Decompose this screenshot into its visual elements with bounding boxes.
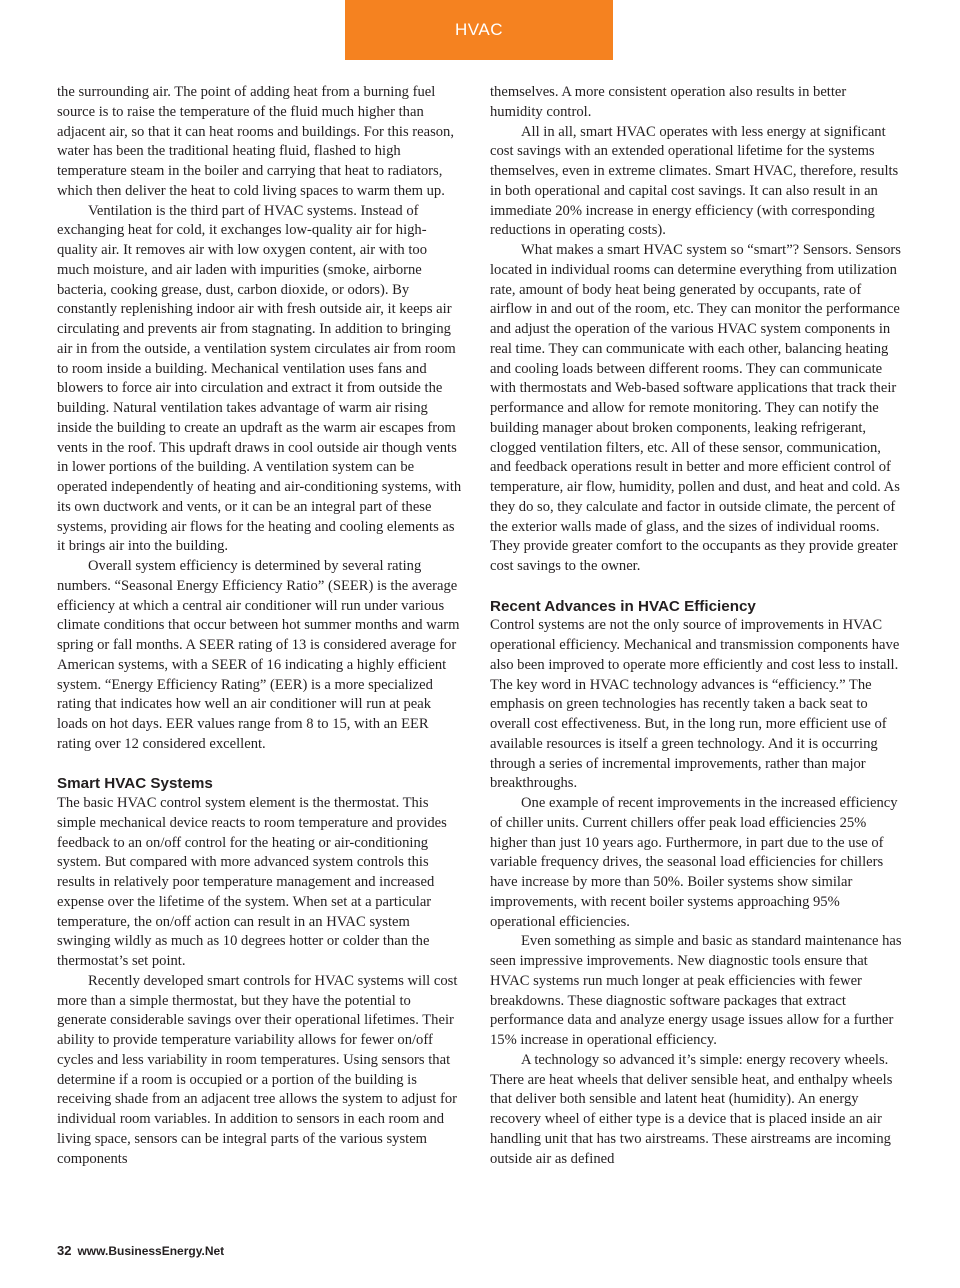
body-paragraph: Even something as simple and basic as standard maintenance has seen impressive improvements. New diagnostic tools ensure that HVAC systems run much longer at peak efficiencies with fewer breakdowns. These diagnostic software packages that extract performance data and analyze energy usage issues allow for a further 15% increase in operational efficiency.: [490, 933, 902, 1048]
right-column: [490, 83, 902, 1169]
body-paragraph: Recently developed smart controls for HVAC systems will cost more than a simple thermostat, but they have the potential to generate considerable savings over their operational lifetimes. Their ability to provide temperature variability allows for fewer on/off cycles and less variability in room temperatures. Using sensors that determine if a room is occupied or a portion of the building is receiving shade from an adjacent tree allows the system to adjust for individual room variables. In addition to sensors in each room and living space, sensors can be integral parts of the various system components: [57, 972, 458, 1167]
page-number: 32: [57, 1243, 72, 1258]
body-paragraph: the surrounding air. The point of adding heat from a burning fuel source is to raise the temperature of the fluid much higher than adjacent air, so that it can heat rooms and buildings. For this reason, water has been the traditional heating fluid, flashed to high temperature steam in the boiler and carrying that heat to radiators, which then deliver the heat to cold living spaces to warm them up.: [57, 84, 455, 199]
body-paragraph: Overall system efficiency is determined by several rating numbers. “Seasonal Energy Efficiency Ratio” (SEER) is the average efficiency at which a central air conditioner will run under various climate conditions that occur between hot summer months and warm spring or fall months. A SEER rating of 13 is considered average for American systems, with a SEER of 16 indicating a highly efficient system. “Energy Efficiency Rating” (EER) is a more specialized rating that indicates how well an air conditioner will run at peak loads on hot days. EER values range from 8 to 15, with an EER rating over 12 considered excellent.: [57, 558, 460, 752]
body-paragraph: What makes a smart HVAC system so “smart”? Sensors. Sensors located in individual rooms can determine everything from utilization rate, amount of body heat being generated by occupants, rate of airflow in and out of the room, etc. They can monitor the performance and adjust the operation of the various HVAC system components in real time. They can communicate with each other, balancing heating and cooling loads between different rooms. They can communicate with thermostats and Web-based software applications that track their performance and allow for remote monitoring. They can notify the building manager about broken components, leaking refrigerant, clogged ventilation filters, etc. All of these sensor, communication, and feedback operations result in better and more efficient control of temperature, air flow, humidity, pollen and dust, and heat and cold. As they do so, they calculate and factor in outside climate, the percent of the exterior walls made of glass, and the sizes of individual rooms. They provide greater comfort to the occupants as they provide greater cost savings to the owner.: [490, 242, 901, 574]
footer-site-url: www.BusinessEnergy.Net: [77, 1244, 225, 1258]
page-footer: [57, 1243, 224, 1258]
spacer: [490, 577, 902, 597]
section-tab: HVAC: [345, 0, 613, 60]
body-paragraph: themselves. A more consistent operation also results in better humidity control.: [490, 84, 847, 120]
section-heading: Recent Advances in HVAC Efficiency: [490, 597, 756, 615]
section-heading: Smart HVAC Systems: [57, 775, 213, 793]
body-paragraph: One example of recent improvements in the increased efficiency of chiller units. Current chillers offer peak load efficiencies 25% higher than just 10 years ago. Furthermore, in part due to the use of variable frequency drives, the seasonal load efficiencies for chillers have increase by more than 50%. Boiler systems show similar improvements, with recent boiler systems approaching 95% operational efficiencies.: [490, 795, 898, 930]
body-paragraph: The basic HVAC control system element is the thermostat. This simple mechanical device reacts to room temperature and provides feedback to an on/off control for the heating or air-conditioning system. But compared with more advanced system controls this results in relatively poor temperature management and increased expense over the lifetime of the system. When set at a particular temperature, the on/off action can result in an HVAC system swinging wildly as much as 10 degrees hotter or colder than the thermostat’s set point.: [57, 795, 447, 969]
body-paragraph: Ventilation is the third part of HVAC systems. Instead of exchanging heat for cold, it exchanges low-quality air for high-quality air. It removes air with low oxygen content, air with too much moisture, and air laden with impurities (smoke, airborne bacteria, cooking grease, dust, carbon dioxide, or odors). By constantly replenishing indoor air with fresh outside air, it keeps air circulating and prevents air from stagnating. In addition to bringing air in from the outside, a ventilation system circulates air from room to room inside a building. Mechanical ventilation uses fans and blowers to force air into circulation and extract it from outside the building. Natural ventilation takes advantage of warm air rising inside the building to create an updraft as the warm air escapes from vents in the roof. This updraft draws in cool outside air though vents in lower portions of the building. A ventilation system can be operated independently of heating and air-conditioning systems, with its own ductwork and vents, or it can be an integral part of these systems, providing air flows for the heating and cooling elements as it brings air into the building.: [57, 202, 462, 555]
left-column: [57, 83, 463, 1169]
body-paragraph: Control systems are not the only source of improvements in HVAC operational efficiency. Mechanical and transmission components have also been improved to operate more efficiently and cost less to install. The key word in HVAC technology advances is “efficiency.” The emphasis on green technologies has recently taken a back seat to overall cost effectiveness. But, in the long run, more efficient use of available resources is itself a green technology. And it is occurring through a series of incremental improvements, rather than major breakthroughs.: [490, 617, 900, 792]
spacer: [57, 755, 463, 775]
body-paragraph: A technology so advanced it’s simple: energy recovery wheels. There are heat wheels that deliver sensible heat, and enthalpy wheels that deliver both sensible and latent heat (humidity). An energy recovery wheel of either type is a device that is placed inside an air handling unit that has two airstreams. These airstreams are incoming outside air as defined: [490, 1051, 893, 1167]
body-paragraph: All in all, smart HVAC operates with less energy at significant cost savings with an extended operational lifetime for the systems themselves, even in extreme climates. Smart HVAC, therefore, results in both operational and capital cost savings. It can also result in an immediate 20% increase in energy efficiency (with corresponding reductions in operating costs).: [490, 123, 899, 239]
